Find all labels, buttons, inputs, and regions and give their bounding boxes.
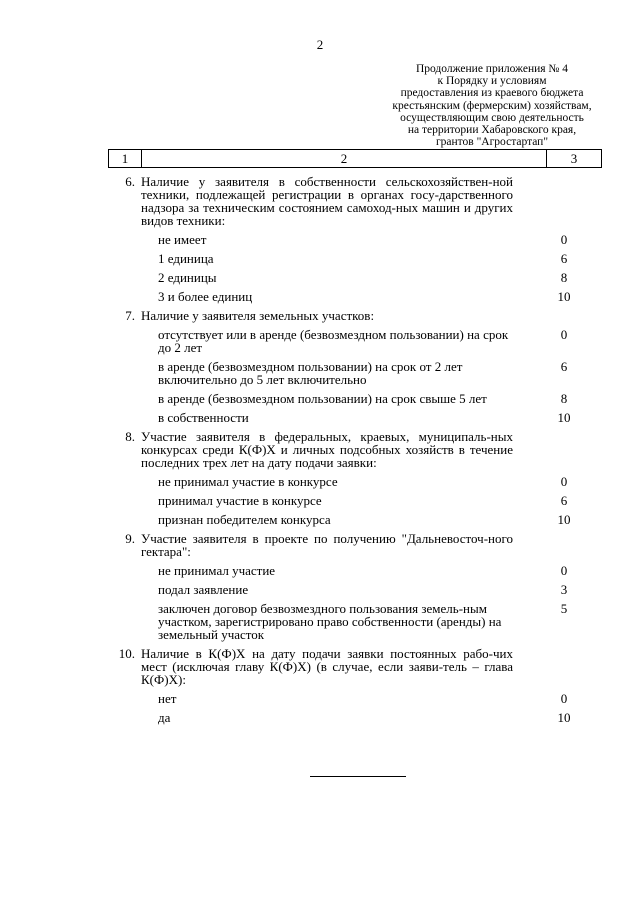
option-row <box>108 494 602 507</box>
option-text: подал заявление <box>158 582 249 597</box>
page-number: 2 <box>316 37 324 52</box>
option-row <box>108 692 602 705</box>
option-row <box>108 392 602 405</box>
option-row <box>108 583 602 596</box>
option-points: 6 <box>560 359 568 374</box>
criterion-number: 8. <box>125 429 135 444</box>
criterion-number: 6. <box>125 174 135 189</box>
criterion-number: 10. <box>118 646 135 661</box>
criterion-text: Наличие в К(Ф)Х на дату подачи заявки постоянных рабо-чих мест (исключая главу К(Ф)Х) (в случае, если заяви-тель – глава К(Ф)Х): <box>141 646 513 687</box>
option-text: признан победителем конкурса <box>158 512 331 527</box>
option-text: в собственности <box>158 410 249 425</box>
option-text: не имеет <box>158 232 207 247</box>
criterion-row <box>108 430 602 469</box>
option-row <box>108 602 602 641</box>
option-points: 5 <box>560 601 568 616</box>
option-text: в аренде (безвозмездном пользовании) на срок свыше 5 лет <box>158 391 487 406</box>
column-number: 1 <box>109 150 142 167</box>
option-text: 3 и более единиц <box>158 289 253 304</box>
option-row <box>108 328 602 354</box>
option-text: да <box>158 710 171 725</box>
option-text: не принимал участие <box>158 563 276 578</box>
option-text: 2 единицы <box>158 270 217 285</box>
option-points: 6 <box>560 251 568 266</box>
column-number: 3 <box>570 150 578 166</box>
header-line: грантов "Агростартап" <box>435 136 549 149</box>
option-text: 1 единица <box>158 251 214 266</box>
header-line: к Порядку и условиям <box>437 75 547 88</box>
option-row <box>108 513 602 526</box>
header-line: на территории Хабаровского края, <box>407 124 577 137</box>
option-text: заключен договор безвозмездного пользования земель-ным участком, зарегистрировано право собственности (аренды) на земельный участок <box>158 601 502 642</box>
criterion-row <box>108 532 602 558</box>
criterion-text: Участие заявителя в федеральных, краевых, муниципаль-ных конкурсах среди К(Ф)Х и личных подсобных хозяйств в течение последних трех лет на дату подачи заявки: <box>141 429 513 470</box>
option-points: 6 <box>560 493 568 508</box>
criterion-text: Участие заявителя в проекте по получению "Дальневосточ-ного гектара": <box>141 531 513 559</box>
criteria-table <box>108 175 602 730</box>
header-line: предоставления из краевого бюджета <box>400 87 584 100</box>
option-text: в аренде (безвозмездном пользовании) на срок от 2 лет включительно до 5 лет включительно <box>158 359 463 387</box>
option-row <box>108 564 602 577</box>
option-text: принимал участие в конкурсе <box>158 493 322 508</box>
option-points: 8 <box>560 270 568 285</box>
option-points: 0 <box>560 563 568 578</box>
option-points: 0 <box>560 232 568 247</box>
option-points: 0 <box>560 327 568 342</box>
option-points: 0 <box>560 474 568 489</box>
option-points: 3 <box>560 582 568 597</box>
option-row <box>108 233 602 246</box>
option-row <box>108 711 602 724</box>
option-row <box>108 290 602 303</box>
option-row <box>108 271 602 284</box>
criterion-row <box>108 309 602 322</box>
header-line: осуществляющим свою деятельность <box>400 111 584 124</box>
option-row <box>108 360 602 386</box>
option-points: 10 <box>557 410 571 425</box>
option-points: 8 <box>560 391 568 406</box>
option-points: 0 <box>560 691 568 706</box>
option-row <box>108 475 602 488</box>
option-row <box>108 252 602 265</box>
option-points: 10 <box>557 710 571 725</box>
end-divider <box>310 776 406 777</box>
option-text: отсутствует или в аренде (безвозмездном пользовании) на срок до 2 лет <box>158 327 509 355</box>
criterion-row <box>108 175 602 227</box>
option-row <box>108 411 602 424</box>
option-text: не принимал участие в конкурсе <box>158 474 338 489</box>
criterion-number: 9. <box>125 531 135 546</box>
header-line: крестьянским (фермерским) хозяйствам, <box>392 99 592 112</box>
criterion-row <box>108 647 602 686</box>
column-number: 2 <box>142 150 547 167</box>
criterion-number: 7. <box>125 308 135 323</box>
option-text: нет <box>158 691 177 706</box>
criterion-text: Наличие у заявителя земельных участков: <box>141 308 375 323</box>
option-points: 10 <box>557 512 571 527</box>
option-points: 10 <box>557 289 571 304</box>
header-line: Продолжение приложения № 4 <box>415 63 569 75</box>
column-number-header <box>108 149 602 168</box>
appendix-header <box>380 63 604 148</box>
criterion-text: Наличие у заявителя в собственности сельскохозяйствен-ной техники, подлежащей регистрации в органах госу-дарственного надзора за техническим состоянием самоход-ных машин и других видов техники: <box>141 174 513 228</box>
